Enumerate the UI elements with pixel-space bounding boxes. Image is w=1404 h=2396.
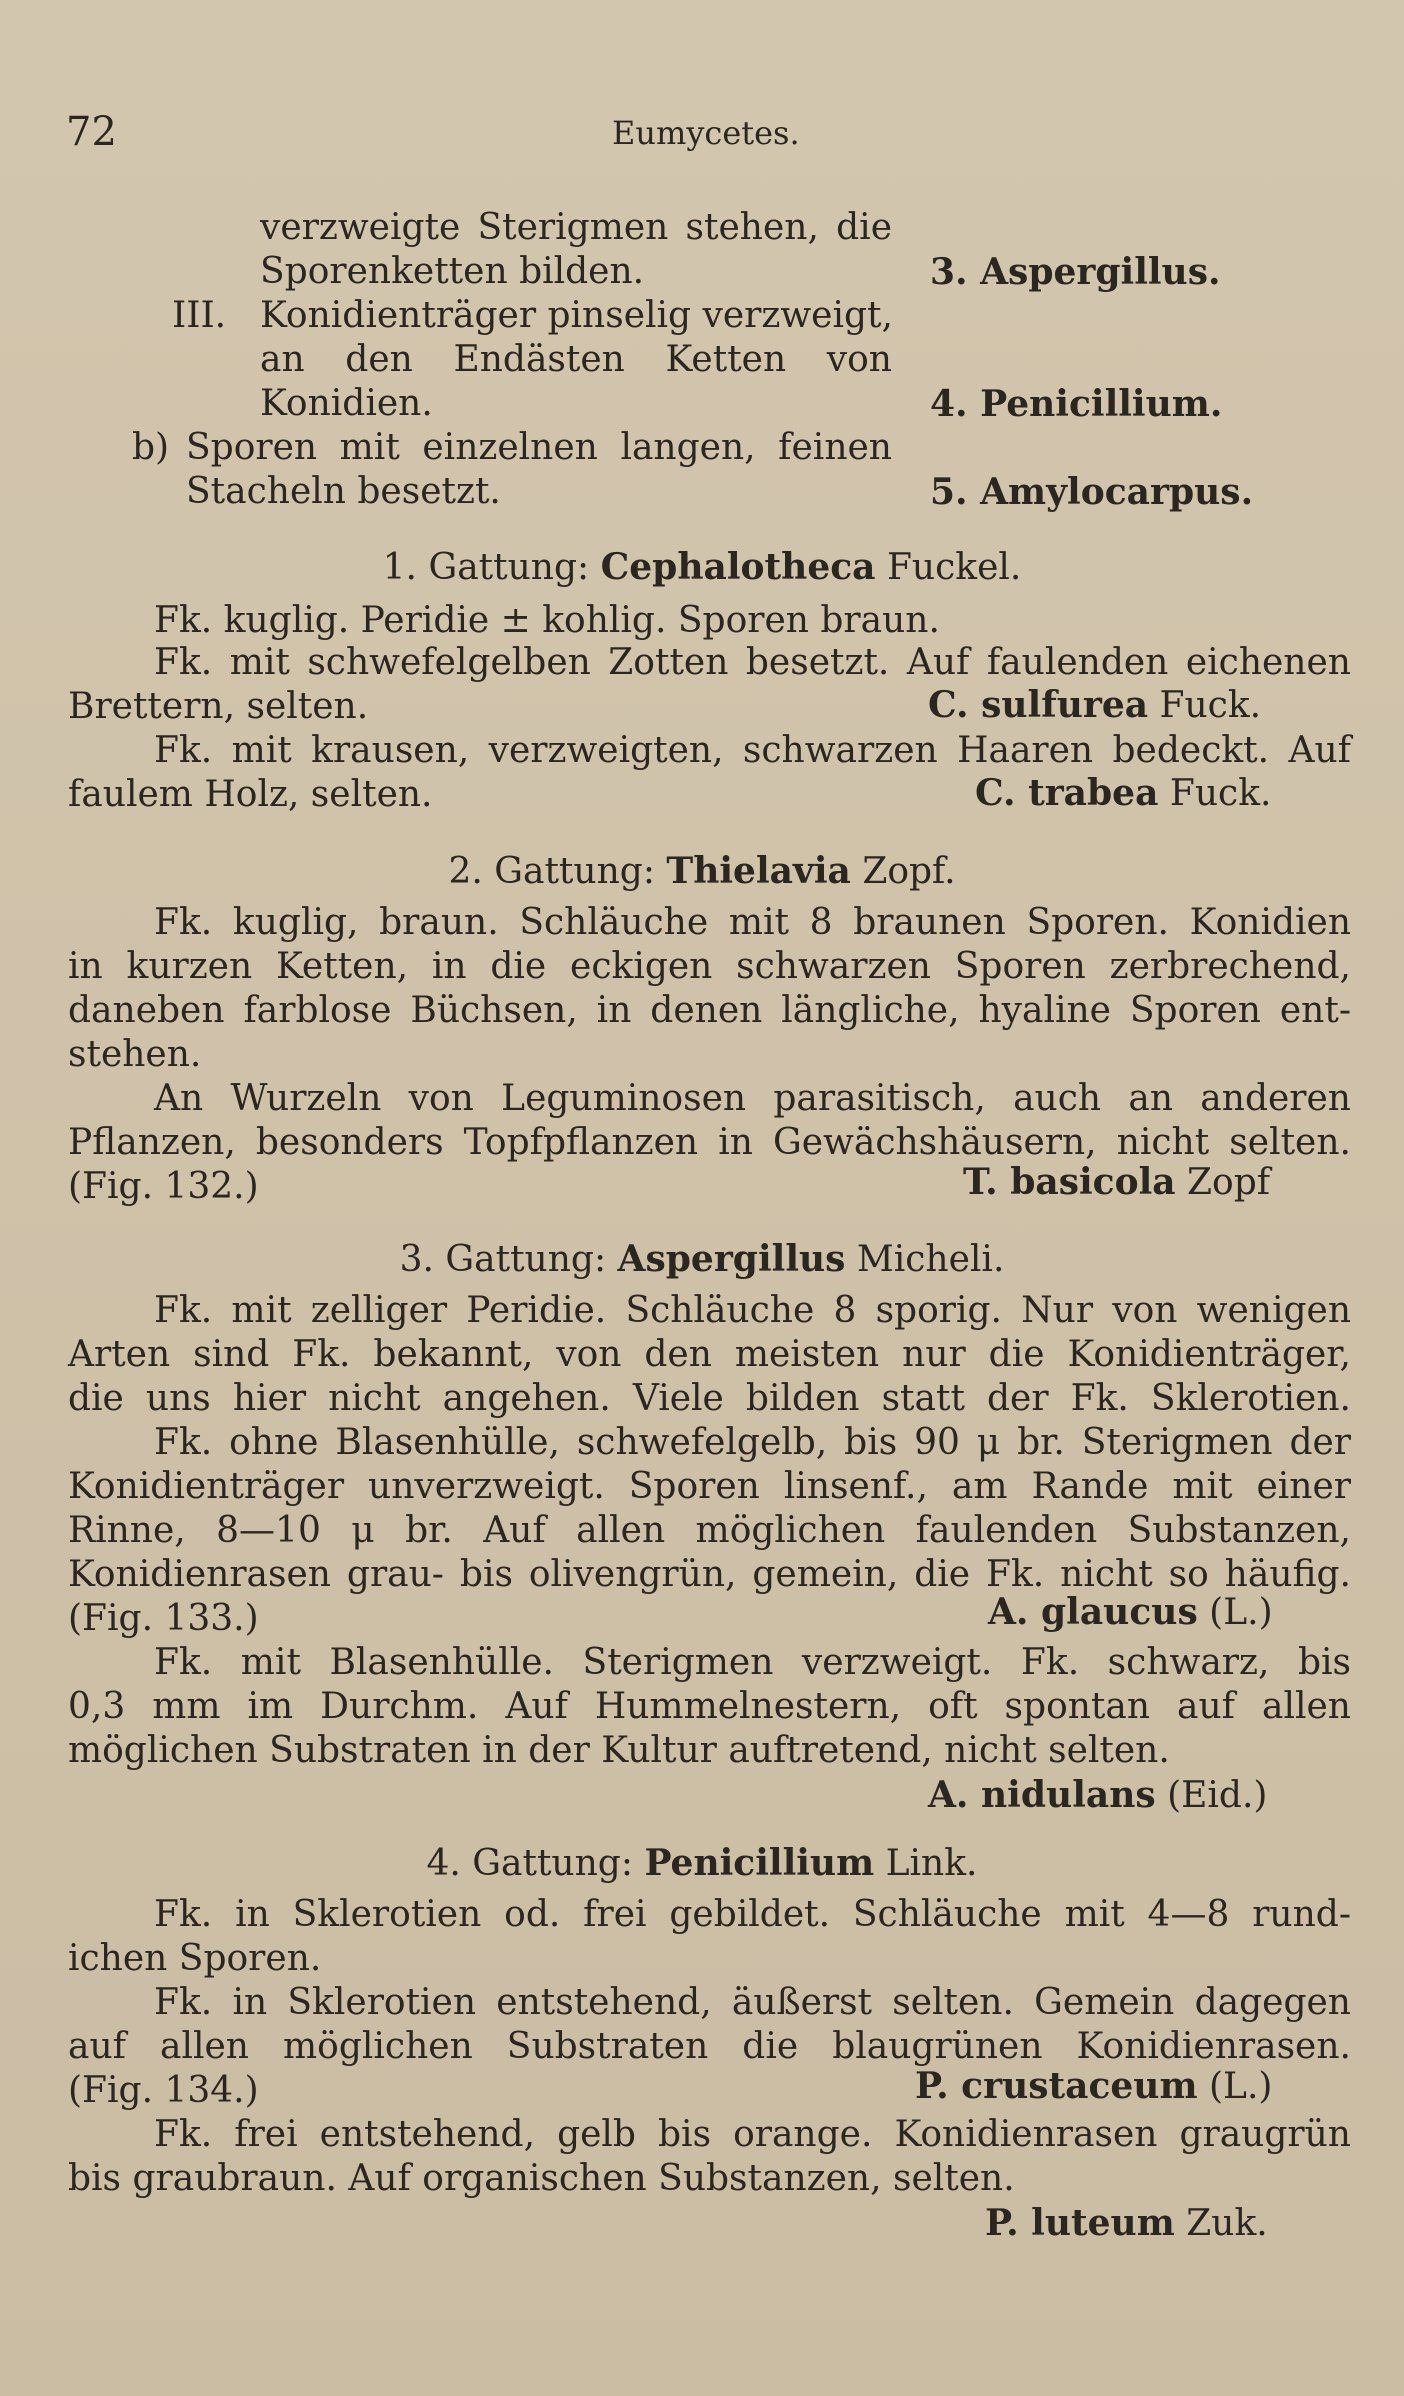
key-line: verzweigte Sterigmen stehen, die (260, 207, 892, 248)
key-line: Stacheln besetzt. (186, 471, 501, 512)
key-line: Sporen mit einzelnen langen, feinen (186, 427, 892, 468)
species-description: möglichen Substraten in der Kultur auftretend, nicht selten. (68, 1730, 1170, 1771)
key-line: Konidien. (260, 383, 433, 424)
species-description: Fk. frei entstehend, gelb bis orange. Konidienrasen graugrün (154, 2114, 1351, 2155)
species-description: An Wurzeln von Leguminosen parasitisch, auch an anderen (154, 1078, 1351, 1119)
genus-heading: 4. Gattung: Penicillium Link. (426, 1842, 978, 1884)
species-name: T. basicola Zopf (963, 1161, 1271, 1203)
species-description: Brettern, selten. (68, 686, 369, 727)
species-description: 0,3 mm im Durchm. Auf Hummelnestern, oft spontan auf allen (68, 1686, 1351, 1727)
genus-description: Fk. kuglig. Peridie ± kohlig. Sporen braun. (154, 600, 940, 641)
species-name: C. sulfurea Fuck. (928, 684, 1262, 726)
species-description: faulem Holz, selten. (68, 774, 433, 815)
running-title: Eumycetes. (612, 114, 800, 152)
genus-description: daneben farblose Büchsen, in denen längliche, hyaline Sporen ent- (68, 990, 1351, 1031)
genus-heading: 2. Gattung: Thielavia Zopf. (448, 850, 956, 892)
species-name: P. luteum Zuk. (985, 2202, 1268, 2244)
genus-description: Fk. in Sklerotien od. frei gebildet. Schläuche mit 4—8 rund- (154, 1894, 1351, 1935)
key-result: 4. Penicillium. (930, 383, 1223, 425)
key-line: an den Endästen Ketten von (260, 339, 892, 380)
species-description: auf allen möglichen Substraten die blaugrünen Konidienrasen. (68, 2026, 1351, 2067)
genus-heading: 1. Gattung: Cephalotheca Fuckel. (382, 546, 1022, 588)
species-name: P. crustaceum (L.) (915, 2065, 1273, 2107)
species-description: Fk. in Sklerotien entstehend, äußerst selten. Gemein dagegen (154, 1982, 1351, 2023)
species-description: Pflanzen, besonders Topfpflanzen in Gewächshäusern, nicht selten. (68, 1122, 1351, 1163)
key-line-number: III. (172, 295, 227, 336)
species-description: Konidienrasen grau- bis olivengrün, gemein, die Fk. nicht so häufig. (68, 1554, 1351, 1595)
species-description: Fk. mit krausen, verzweigten, schwarzen Haaren bedeckt. Auf (154, 730, 1351, 771)
key-line-number: b) (132, 427, 170, 468)
species-description: Fk. mit Blasenhülle. Sterigmen verzweigt. Fk. schwarz, bis (154, 1642, 1351, 1683)
genus-description: stehen. (68, 1034, 202, 1075)
genus-description: Fk. mit zelliger Peridie. Schläuche 8 sporig. Nur von wenigen (154, 1290, 1351, 1331)
species-name: C. trabea Fuck. (975, 772, 1272, 814)
species-description: (Fig. 133.) (68, 1598, 259, 1639)
species-description: bis graubraun. Auf organischen Substanzen, selten. (68, 2158, 1015, 2199)
genus-description: die uns hier nicht angehen. Viele bilden statt der Fk. Sklerotien. (68, 1378, 1351, 1419)
key-result: 3. Aspergillus. (930, 251, 1221, 293)
genus-description: Arten sind Fk. bekannt, von den meisten nur die Konidienträger, (68, 1334, 1351, 1375)
species-description: Fk. ohne Blasenhülle, schwefelgelb, bis 90 μ br. Sterigmen der (154, 1422, 1351, 1463)
genus-description: Fk. kuglig, braun. Schläuche mit 8 braunen Sporen. Konidien (154, 902, 1351, 943)
species-description: Konidienträger unverzweigt. Sporen linsenf., am Rande mit einer (68, 1466, 1351, 1507)
species-description: (Fig. 134.) (68, 2070, 259, 2111)
species-name: A. glaucus (L.) (988, 1591, 1273, 1633)
key-result: 5. Amylocarpus. (930, 471, 1254, 513)
key-line: Sporenketten bilden. (260, 251, 645, 292)
species-description: Fk. mit schwefelgelben Zotten besetzt. Auf faulenden eichenen (154, 642, 1351, 683)
species-name: A. nidulans (Eid.) (928, 1774, 1268, 1816)
key-line: Konidienträger pinselig verzweigt, (260, 295, 893, 336)
genus-description: in kurzen Ketten, in die eckigen schwarzen Sporen zerbrechend, (68, 946, 1351, 987)
genus-heading: 3. Gattung: Aspergillus Micheli. (399, 1238, 1005, 1280)
page-number: 72 (66, 109, 117, 155)
species-description: (Fig. 132.) (68, 1166, 259, 1207)
species-description: Rinne, 8—10 μ br. Auf allen möglichen faulenden Substanzen, (68, 1510, 1351, 1551)
genus-description: ichen Sporen. (68, 1938, 322, 1979)
